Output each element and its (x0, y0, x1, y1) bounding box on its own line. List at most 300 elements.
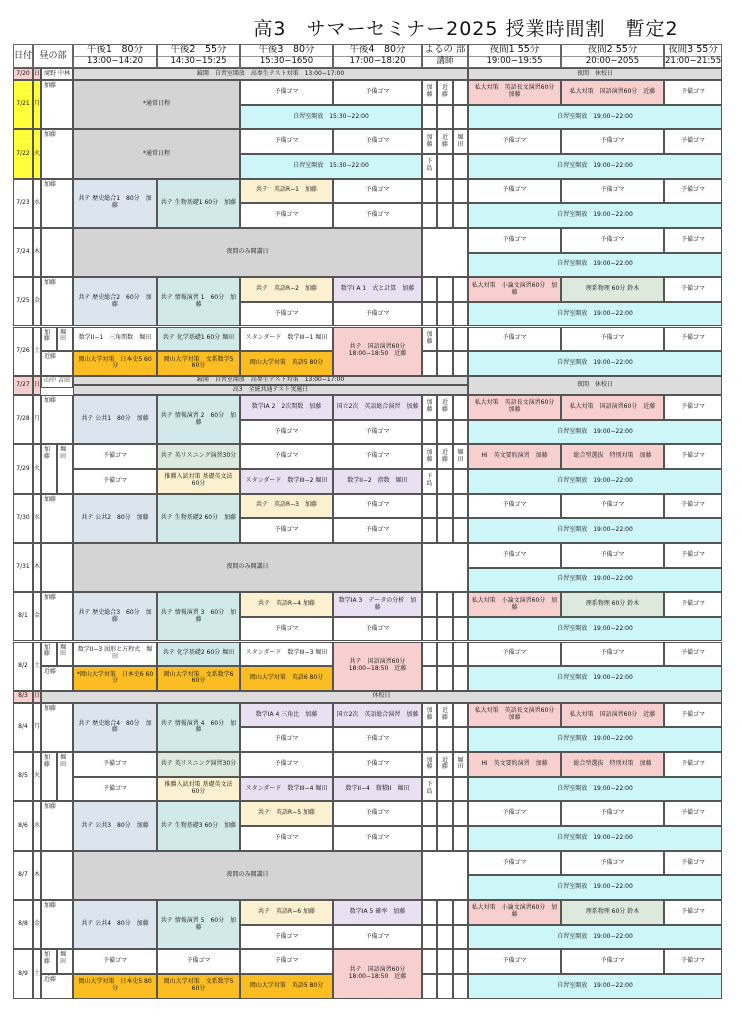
slot-p3-b: スタンダード 数学III−4 堀田 (240, 777, 333, 802)
self-study-night: 自習室開放 19:00−22:00 (468, 105, 722, 130)
yoru-teacher-6 (453, 518, 468, 543)
slot-p4-b: 予備ゴマ (333, 518, 422, 543)
yoru-teacher-1 (422, 592, 437, 617)
slot-p4: 国立2次 英語総合演習 加藤 (333, 395, 422, 420)
yoru-teacher-6 (453, 420, 468, 445)
night-slot-3: 予備ゴマ (664, 129, 722, 154)
yoru-teacher-3 (453, 80, 468, 105)
slot-p3-b: 予備ゴマ (240, 203, 333, 228)
row-date: 7/26 (13, 327, 33, 376)
yoru-teacher-4 (422, 925, 437, 950)
yoru-empty (422, 543, 468, 592)
yoru-teacher-4 (422, 617, 437, 642)
night-slot-3: 予備ゴマ (664, 851, 722, 876)
yoru-teacher-3: 堀田 (453, 129, 468, 154)
yoru-teacher-6 (453, 826, 468, 851)
slot-p3: 予備ゴマ (240, 80, 333, 105)
slot-p1: 共テ 歴史総合2 60分 加藤 (73, 277, 157, 326)
self-study-night: 自習室開放 19:00−22:00 (468, 203, 722, 228)
row-weekday: 水 (33, 494, 41, 543)
night-slot-2: 私大対策 国語演習60分 近藤 (561, 80, 664, 105)
yoru-teacher-4 (422, 203, 437, 228)
lunch-teacher-3: 近藤 (41, 974, 73, 999)
yoru-teacher-1 (422, 642, 437, 667)
slot-p1: 共テ 歴史総合3 60分 加藤 (73, 592, 157, 641)
slot-p4-b: 予備ゴマ (333, 420, 422, 445)
lunch-teacher-3: 近藤 (41, 666, 73, 691)
row-date: 7/25 (13, 277, 33, 326)
slot-p4: 国立2次 英語総合演習 加藤 (333, 703, 422, 728)
slot-p2-okayama: 岡山大学対策 文系数学5 60分 (157, 974, 240, 999)
lunch-teacher: 加藤 (41, 949, 57, 974)
self-study-night: 自習室開放 19:00−22:00 (468, 253, 722, 278)
period-label: 夜間2 55分 (587, 44, 638, 56)
yoru-teacher-5 (437, 826, 453, 851)
night-slot-1: 予備ゴマ (468, 851, 561, 876)
slot-p2: 共テ 英リスニング演習30分 (157, 444, 240, 469)
header-period-1 (73, 44, 157, 68)
period-label: 午後4 80分 (349, 44, 406, 56)
row-weekday: 土 (33, 327, 41, 376)
lunch-empty (41, 228, 73, 277)
yoru-teacher-3: 堀田 (453, 752, 468, 777)
lunch-teacher: 加藤 (41, 900, 73, 949)
yoru-teacher-5 (437, 777, 453, 802)
row-date: 8/2 (13, 642, 33, 691)
row-date: 7/24 (13, 228, 33, 277)
row-date: 8/6 (13, 801, 33, 850)
row-weekday: 月 (33, 395, 41, 444)
self-study-night: 自習室開放 19:00−22:00 (468, 154, 722, 179)
yoru-teacher-2: 近藤 (437, 752, 453, 777)
night-slot-3: 予備ゴマ (664, 900, 722, 925)
row-night-bar: 夜間 休校日 (468, 68, 722, 80)
night-slot-1: 予備ゴマ (468, 179, 561, 204)
lunch-teacher: 加藤 (41, 179, 73, 228)
yoru-teacher-2 (437, 494, 453, 519)
period-time: 15:30−1650 (241, 56, 332, 67)
slot-p4: 予備ゴマ (333, 179, 422, 204)
lunch-teacher: 加藤 (41, 277, 73, 326)
yoru-teacher-4 (422, 727, 437, 752)
yoru-teacher-1 (422, 494, 437, 519)
night-slot-3: 予備ゴマ (664, 703, 722, 728)
night-slot-3: 予備ゴマ (664, 179, 722, 204)
yoru-teacher-4 (422, 420, 437, 445)
yoru-teacher-2 (437, 592, 453, 617)
slot-p3: 共テ 英語R−1 加藤 (240, 179, 333, 204)
night-slot-1: 私大対策 英語長文演習60分 加藤 (468, 703, 561, 728)
slot-p4: 予備ゴマ (333, 129, 422, 154)
night-only-banner: 夜間のみ開講日 (73, 543, 422, 592)
slot-p3: 予備ゴマ (240, 444, 333, 469)
yoru-teacher-2 (437, 900, 453, 925)
page-title (0, 14, 742, 41)
row-weekday: 火 (33, 444, 41, 493)
row-weekday: 木 (33, 228, 41, 277)
slot-p4-b: 数学II−2 指数 堀田 (333, 469, 422, 494)
yoru-teacher-3 (453, 801, 468, 826)
yoru-teacher-5 (437, 666, 453, 691)
slot-p4: 予備ゴマ (333, 801, 422, 826)
self-study-night: 自習室開放 19:00−22:00 (468, 666, 722, 691)
row-date: 7/29 (13, 444, 33, 493)
yoru-teacher-5 (437, 974, 453, 999)
yoru-teacher-1: 加藤 (422, 752, 437, 777)
self-study-night: 自習室開放 19:00−22:00 (468, 568, 722, 593)
slot-p2: 共テ 英リスニング演習30分 (157, 752, 240, 777)
period-time: 19:00−19:55 (469, 56, 560, 67)
row-date: 8/1 (13, 592, 33, 641)
lunch-teacher: 加藤 (41, 592, 73, 641)
lunch-teacher: 加藤 (41, 395, 73, 444)
slot-p3: スタンダード 数学III−3 堀田 (240, 642, 333, 667)
row-date: 7/22 (13, 129, 33, 178)
yoru-teacher-5 (437, 925, 453, 950)
period-time: 13:00−14:20 (74, 56, 156, 67)
row-date: 8/4 (13, 703, 33, 752)
period-time: 14:30−15:25 (158, 56, 239, 67)
row-weekday: 火 (33, 129, 41, 178)
row-weekday: 水 (33, 179, 41, 228)
self-study-night: 自習室開放 19:00−22:00 (468, 777, 722, 802)
yoru-teacher-1: 加藤 (422, 80, 437, 105)
slot-p3-okayama: 岡山大学対策 英語5 80分 (240, 351, 333, 376)
lunch-teacher: 加藤 (41, 703, 73, 752)
yoru-teacher-5 (437, 420, 453, 445)
slot-p2: 共テ 情報演習 4 60分 加藤 (157, 703, 240, 752)
slot-p3-b: 予備ゴマ (240, 302, 333, 327)
slot-p3-b: 予備ゴマ (240, 518, 333, 543)
slot-p4-b: 予備ゴマ (333, 617, 422, 642)
yoru-teacher-2 (437, 642, 453, 667)
night-slot-3: 予備ゴマ (664, 801, 722, 826)
night-slot-1: 私大対策 小論文演習60分 加藤 (468, 277, 561, 302)
slot-p4-b: 予備ゴマ (333, 826, 422, 851)
self-study-night: 自習室開放 19:00−22:00 (468, 420, 722, 445)
slot-p4-b: 予備ゴマ (333, 925, 422, 950)
row-weekday: 木 (33, 543, 41, 592)
yoru-teacher-2 (437, 277, 453, 302)
slot-p4: 予備ゴマ (333, 444, 422, 469)
yoru-teacher-4: 下島 (422, 777, 437, 802)
row-weekday: 木 (33, 851, 41, 900)
yoru-teacher-3 (453, 642, 468, 667)
yoru-teacher-3 (453, 277, 468, 302)
yoru-teacher-5 (437, 617, 453, 642)
yoru-teacher-3 (453, 494, 468, 519)
period-label: 夜間1 55分 (489, 44, 540, 56)
self-study-mid: 自習室開放 15:30−22:00 (240, 154, 422, 179)
yoru-teacher-3: 堀田 (453, 444, 468, 469)
row-date: 7/23 (13, 179, 33, 228)
self-study-night: 自習室開放 19:00−22:00 (468, 875, 722, 900)
row-weekday: 水 (33, 801, 41, 850)
slot-p3-b: 予備ゴマ (240, 420, 333, 445)
slot-p2-okayama: 岡山大学対策 文系数学5 60分 (157, 351, 240, 376)
yoru-teacher-6 (453, 469, 468, 494)
slot-p2: 共テ 情報演習 5 60分 加藤 (157, 900, 240, 949)
yoru-teacher-1: 加藤 (422, 703, 437, 728)
night-slot-3: 予備ゴマ (664, 949, 722, 974)
slot-p4: 予備ゴマ (333, 80, 422, 105)
night-slot-3: 予備ゴマ (664, 592, 722, 617)
header-night-3 (664, 44, 722, 68)
slot-p1: 共テ 公共2 80分 加藤 (73, 494, 157, 543)
night-slot-3: 予備ゴマ (664, 752, 722, 777)
period-label: 夜間3 55分 (668, 44, 718, 56)
yoru-teacher-1 (422, 949, 437, 974)
row-weekday: 日 (33, 68, 41, 80)
slot-p3-b: 予備ゴマ (240, 617, 333, 642)
lunch-teacher: 加藤 (41, 444, 57, 493)
row-weekday: 月 (33, 703, 41, 752)
yoru-teacher-1 (422, 277, 437, 302)
row-weekday: 日 (33, 376, 41, 395)
night-slot-1: 予備ゴマ (468, 228, 561, 253)
row-main-bar-2: 高3 全統共通テスト実施日 (73, 385, 468, 395)
self-study-night: 自習室開放 19:00−22:00 (468, 518, 722, 543)
night-slot-1: 予備ゴマ (468, 543, 561, 568)
row-date: 7/31 (13, 543, 33, 592)
row-full-bar: 休校日 (41, 691, 722, 703)
yoru-teacher-4 (422, 518, 437, 543)
normal-schedule: *通常日程 (73, 129, 240, 178)
yoru-empty (422, 851, 468, 900)
night-slot-1: 予備ゴマ (468, 494, 561, 519)
night-slot-2: 予備ゴマ (561, 801, 664, 826)
row-main-bar: 鏡開 自習室開放 高専生テスト対策 13:00−17:00 (73, 376, 468, 386)
row-date: 8/7 (13, 851, 33, 900)
slot-p4-b: 予備ゴマ (333, 203, 422, 228)
yoru-teacher-6 (453, 203, 468, 228)
self-study-night: 自習室開放 19:00−22:00 (468, 925, 722, 950)
yoru-teacher-5 (437, 469, 453, 494)
yoru-teacher-4 (422, 105, 437, 130)
slot-p2: 共テ 情報演習 1 60分 加藤 (157, 277, 240, 326)
lunch-teacher: 加藤 (41, 801, 73, 850)
lunch-teacher: 加藤 (41, 752, 57, 801)
slot-p4: 予備ゴマ (333, 494, 422, 519)
night-slot-2: 理系物理 60分 鈴木 (561, 900, 664, 925)
slot-p1: 数学II−1 三角関数 堀田 (73, 327, 157, 352)
yoru-teacher-2 (437, 801, 453, 826)
slot-p1: 共テ 公共4 80分 加藤 (73, 900, 157, 949)
night-slot-3: 予備ゴマ (664, 228, 722, 253)
row-date: 7/27 (13, 376, 33, 395)
row-weekday: 金 (33, 277, 41, 326)
yoru-teacher-4 (422, 974, 437, 999)
yoru-teacher-6 (453, 617, 468, 642)
slot-p1: 共テ 歴史総合1 80分 加藤 (73, 179, 157, 228)
slot-p2: 共テ 生物基礎1 60分 加藤 (157, 179, 240, 228)
row-lunch: 山中 吉田 (41, 376, 73, 388)
self-study-night: 自習室開放 19:00−22:00 (468, 351, 722, 376)
yoru-teacher-6 (453, 105, 468, 130)
row-weekday: 月 (33, 80, 41, 129)
lunch-teacher: 加藤 (41, 642, 57, 667)
slot-p1: 予備ゴマ (73, 949, 157, 974)
yoru-teacher-4 (422, 666, 437, 691)
slot-p1: 共テ 歴史総合4 80分 加藤 (73, 703, 157, 752)
yoru-teacher-1: 加藤 (422, 444, 437, 469)
night-slot-3: 予備ゴマ (664, 642, 722, 667)
slot-p4: 数学I A 1 式と計算 加藤 (333, 277, 422, 302)
yoru-teacher-6 (453, 154, 468, 179)
slot-p3: 共テ 英語R−5 加藤 (240, 801, 333, 826)
row-lunch: 滝野 中林 (41, 68, 73, 80)
lunch-teacher-2: 堀田 (57, 327, 73, 352)
slot-p3-b: 予備ゴマ (240, 826, 333, 851)
lunch-empty (41, 851, 73, 900)
lunch-teacher-2: 堀田 (57, 642, 73, 667)
night-slot-3: 予備ゴマ (664, 543, 722, 568)
slot-p2-okayama: 岡山大学対策 文系数学6 60分 (157, 666, 240, 691)
slot-p3: 予備ゴマ (240, 752, 333, 777)
slot-p4: 数学IA 3 データの分析 加藤 (333, 592, 422, 617)
yoru-teacher-4 (422, 826, 437, 851)
row-date: 8/3 (13, 691, 33, 703)
normal-schedule: *通常日程 (73, 80, 240, 129)
lunch-teacher-3: 近藤 (41, 351, 73, 376)
night-slot-1: 私大対策 英語長文演習60分 加藤 (468, 80, 561, 105)
row-date: 7/28 (13, 395, 33, 444)
yoru-teacher-1: 加藤 (422, 327, 437, 352)
header-date: 日付 (13, 44, 33, 68)
yoru-teacher-4 (422, 351, 437, 376)
yoru-teacher-5 (437, 518, 453, 543)
yoru-teacher-5 (437, 105, 453, 130)
yoru-teacher-5 (437, 351, 453, 376)
yoru-teacher-4: 下島 (422, 154, 437, 179)
night-slot-3: 予備ゴマ (664, 494, 722, 519)
slot-p4: 共テ 国語演習60分 18:00−18:50 近藤 (333, 327, 422, 376)
night-slot-3: 予備ゴマ (664, 80, 722, 105)
night-slot-2: 予備ゴマ (561, 179, 664, 204)
header-night-1 (468, 44, 561, 68)
slot-p4: 共テ 国語演習60分 18:00−18:50 近藤 (333, 642, 422, 691)
night-only-banner: 夜間のみ開講日 (73, 851, 422, 900)
yoru-teacher-4 (422, 302, 437, 327)
slot-p3: スタンダード 数学III−1 堀田 (240, 327, 333, 352)
self-study-night: 自習室開放 19:00−22:00 (468, 617, 722, 642)
self-study-night: 自習室開放 19:00−22:00 (468, 727, 722, 752)
yoru-teacher-3 (453, 949, 468, 974)
night-slot-2: 総合型選抜 特別対策 加藤 (561, 444, 664, 469)
night-slot-2: 予備ゴマ (561, 949, 664, 974)
slot-p3-b: 予備ゴマ (240, 925, 333, 950)
slot-p4: 共テ 国語演習60分 18:00−18:50 近藤 (333, 949, 422, 998)
slot-p4-b: 予備ゴマ (333, 727, 422, 752)
period-label: 午後3 80分 (258, 44, 315, 56)
slot-p1: 予備ゴマ (73, 752, 157, 777)
slot-p2: 共テ 生物基礎3 60分 加藤 (157, 801, 240, 850)
slot-p2: 共テ 化学基礎1 60分 堀田 (157, 327, 240, 352)
night-slot-2: 予備ゴマ (561, 851, 664, 876)
yoru-teacher-1: 加藤 (422, 395, 437, 420)
row-weekday: 土 (33, 642, 41, 691)
row-weekday: 日 (33, 691, 41, 703)
yoru-teacher-3 (453, 592, 468, 617)
night-slot-2: 理系物理 60分 鈴木 (561, 277, 664, 302)
self-study-night: 自習室開放 19:00−22:00 (468, 826, 722, 851)
night-slot-1: 私大対策 英語長文演習60分 加藤 (468, 395, 561, 420)
yoru-teacher-2: 近藤 (437, 703, 453, 728)
yoru-teacher-5 (437, 302, 453, 327)
yoru-teacher-2 (437, 949, 453, 974)
slot-p3: 数学IA 4 三角比 加藤 (240, 703, 333, 728)
yoru-teacher-2 (437, 179, 453, 204)
period-label: 午後1 80分 (86, 44, 144, 56)
slot-p2: 共テ 情報演習 3 60分 加藤 (157, 592, 240, 641)
lunch-teacher: 加藤 (41, 129, 73, 178)
night-slot-1: 予備ゴマ (468, 949, 561, 974)
yoru-teacher-2: 近藤 (437, 444, 453, 469)
night-slot-1: Hi 英文要約演習 加藤 (468, 444, 561, 469)
yoru-teacher-1: 加藤 (422, 129, 437, 154)
row-night-bar: 夜間 休校日 (468, 376, 722, 395)
row-weekday: 土 (33, 949, 41, 998)
self-study-mid: 自習室開放 15:30−22:00 (240, 105, 422, 130)
yoru-teacher-6 (453, 727, 468, 752)
slot-p3-b: スタンダード 数学III−2 堀田 (240, 469, 333, 494)
yoru-empty (422, 228, 468, 277)
night-slot-1: 予備ゴマ (468, 642, 561, 667)
night-slot-2: 私大対策 国語演習60分 近藤 (561, 395, 664, 420)
period-time: 21:00−21:55 (665, 56, 722, 67)
lunch-teacher: 加藤 (41, 80, 73, 129)
lunch-teacher-2: 堀田 (57, 949, 73, 974)
row-date: 7/20 (13, 68, 33, 80)
slot-p2: 共テ 情報演習 2 60分 加藤 (157, 395, 240, 444)
night-only-banner: 夜間のみ開講日 (73, 228, 422, 277)
row-date: 8/8 (13, 900, 33, 949)
slot-p3: 共テ 英語R−3 加藤 (240, 494, 333, 519)
night-slot-1: 予備ゴマ (468, 129, 561, 154)
night-slot-2: 予備ゴマ (561, 642, 664, 667)
header-yoru (422, 44, 468, 68)
yoru-teacher-6 (453, 974, 468, 999)
yoru-teacher-4: 下島 (422, 469, 437, 494)
title-text: 高3 サマーセミナー2025 授業時間割 暫定2 (253, 18, 679, 40)
night-slot-1: 予備ゴマ (468, 327, 561, 352)
night-slot-2: 予備ゴマ (561, 327, 664, 352)
yoru-teacher-6 (453, 666, 468, 691)
slot-p1: 数学II−3 図形と方程式 堀田 (73, 642, 157, 667)
yoru-teacher-6 (453, 302, 468, 327)
yoru-teacher-2: 近藤 (437, 80, 453, 105)
row-date: 7/30 (13, 494, 33, 543)
yoru-teacher-5 (437, 727, 453, 752)
slot-p3: 共テ 英語R−6 加藤 (240, 900, 333, 925)
yoru-teacher-3 (453, 395, 468, 420)
night-slot-1: Hi 英文要約演習 加藤 (468, 752, 561, 777)
night-slot-1: 予備ゴマ (468, 801, 561, 826)
slot-p2: 共テ 化学基礎2 60分 堀田 (157, 642, 240, 667)
slot-p1-b: 予備ゴマ (73, 777, 157, 802)
lunch-empty (41, 543, 73, 592)
header-period-2 (157, 44, 240, 68)
yoru-teacher-label: 講師 (423, 56, 467, 67)
row-weekday: 金 (33, 900, 41, 949)
slot-p4-b: 数学II−4 微積II 堀田 (333, 777, 422, 802)
lunch-teacher: 加藤 (41, 494, 73, 543)
yoru-teacher-3 (453, 327, 468, 352)
yoru-label: よるの 部 (424, 44, 466, 56)
slot-p4-b: 予備ゴマ (333, 302, 422, 327)
night-slot-2: 予備ゴマ (561, 543, 664, 568)
night-slot-2: 総合型選抜 特別対策 加藤 (561, 752, 664, 777)
